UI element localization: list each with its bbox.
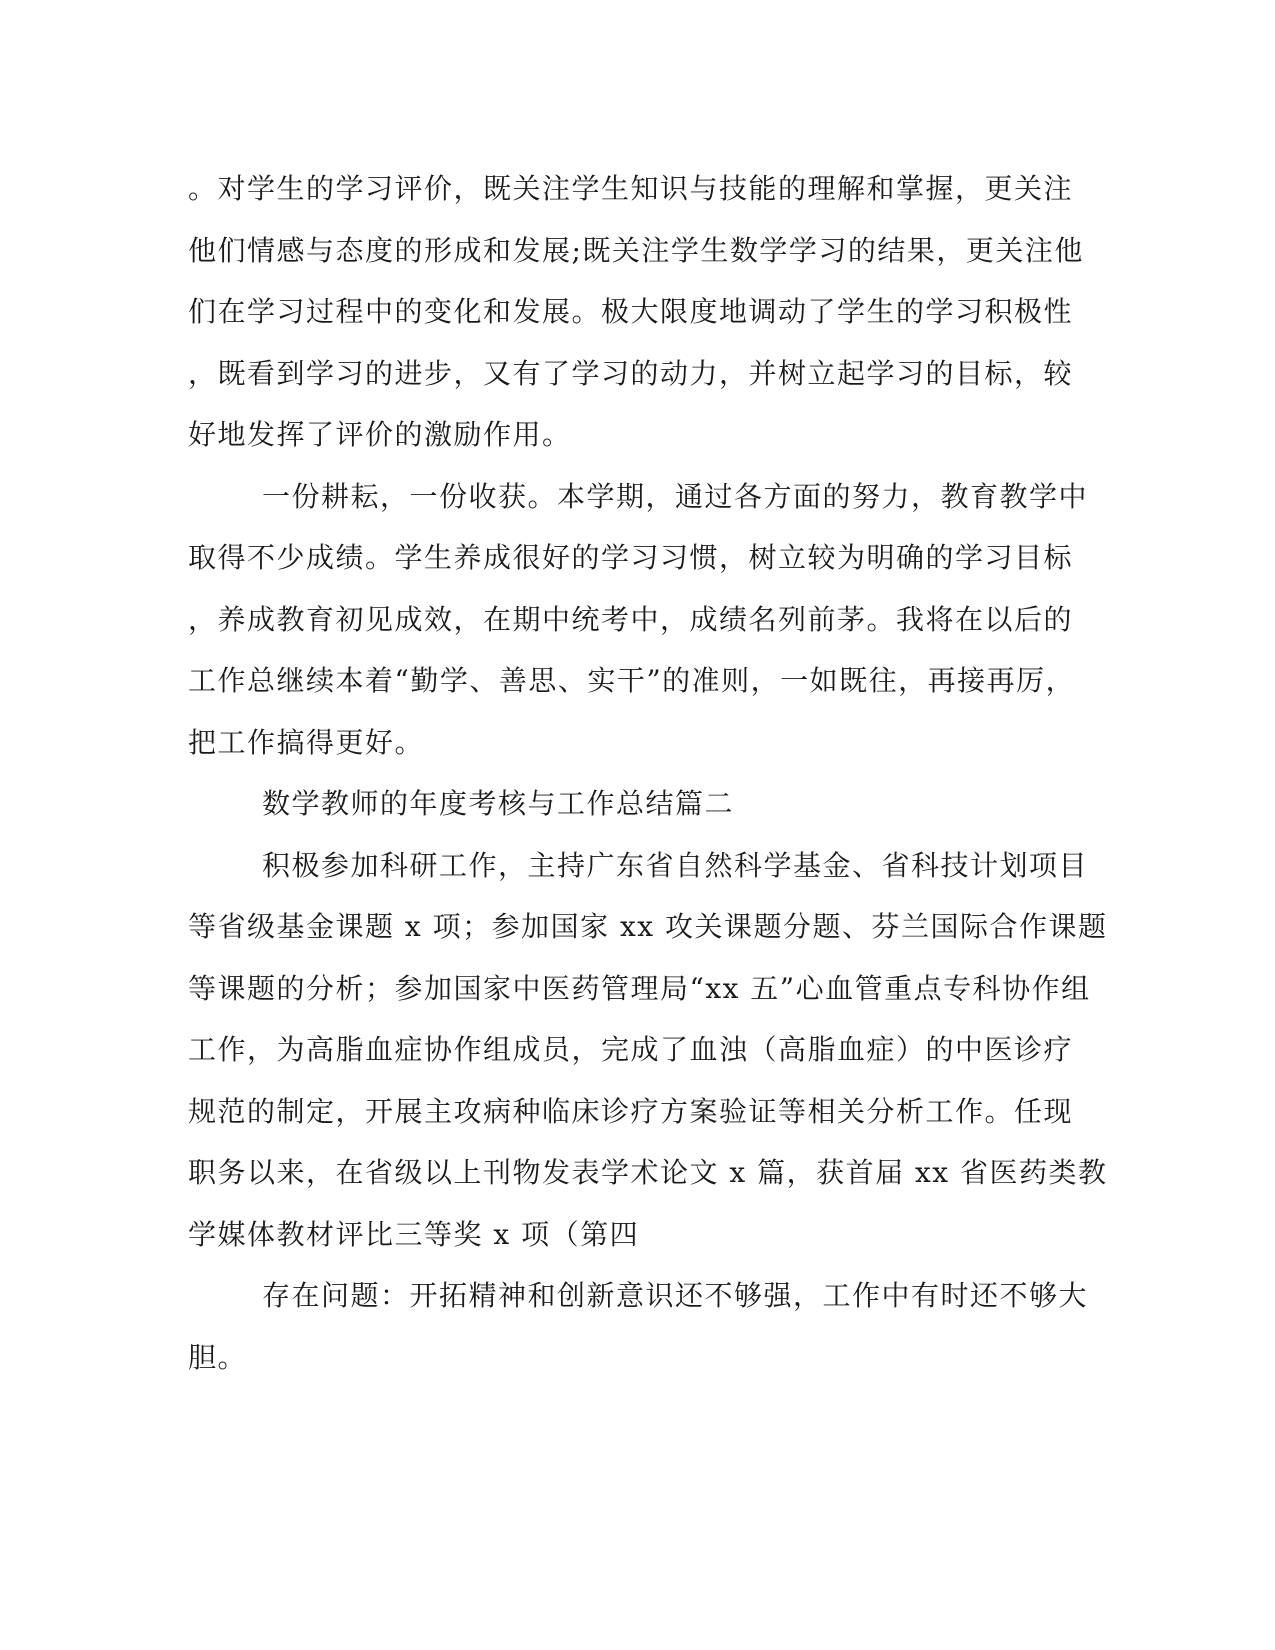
document-body [188, 158, 1108, 1388]
text-line: 等课题的分析；参加国家中医药管理局“xx 五”心血管重点专科协作组 [188, 971, 1091, 1005]
text-line: 们在学习过程中的变化和发展。极大限度地调动了学生的学习积极性 [188, 295, 1074, 328]
paragraph-problems [188, 1265, 1088, 1388]
paragraph-achievements [188, 466, 1088, 774]
text-line: ，养成教育初见成效，在期中统考中，成绩名列前茅。我将在以后的 [188, 602, 1074, 636]
section-heading [188, 773, 1088, 835]
text-line: 他们情感与态度的形成和发展;既关注学生数学学习的结果，更关注他 [188, 233, 1084, 267]
text-line: 取得不少成绩。学生养成很好的学习习惯，树立较为明确的学习目标 [188, 541, 1074, 574]
text-line: 工作，为高脂血症协作组成员，完成了血浊（高脂血症）的中医诊疗 [188, 1033, 1074, 1066]
text-line: 规范的制定，开展主攻病种临床诊疗方案验证等相关分析工作。任现 [188, 1094, 1074, 1128]
text-line: 等省级基金课题 x 项；参加国家 xx 攻关课题分题、芬兰国际合作课题 [188, 910, 1108, 943]
text-line: 工作总继续本着“勤学、善思、实干”的准则，一如既往，再接再厉， [188, 664, 1076, 697]
paragraph-research [188, 835, 1108, 1266]
text-line: 。对学生的学习评价，既关注学生知识与技能的理解和掌握，更关注 [188, 172, 1074, 205]
section-title: 数学教师的年度考核与工作总结篇二 [262, 787, 735, 820]
text-line: 胆。 [188, 1340, 248, 1374]
text-line: 把工作搞得更好。 [188, 725, 425, 759]
text-line: 存在问题：开拓精神和创新意识还不够强，工作中有时还不够大 [262, 1279, 1089, 1312]
text-line: 积极参加科研工作，主持广东省自然科学基金、省科技计划项目 [262, 848, 1089, 882]
text-line: 学媒体教材评比三等奖 x 项（第四 [188, 1217, 640, 1251]
text-line: 好地发挥了评价的激励作用。 [188, 418, 572, 451]
text-line: 一份耕耘，一份收获。本学期，通过各方面的努力，教育教学中 [262, 479, 1089, 513]
text-line: 职务以来，在省级以上刊物发表学术论文 x 篇，获首届 xx 省医药类教 [188, 1156, 1108, 1189]
text-line: ，既看到学习的进步，又有了学习的动力，并树立起学习的目标，较 [188, 356, 1074, 390]
paragraph-evaluation [188, 158, 1088, 466]
